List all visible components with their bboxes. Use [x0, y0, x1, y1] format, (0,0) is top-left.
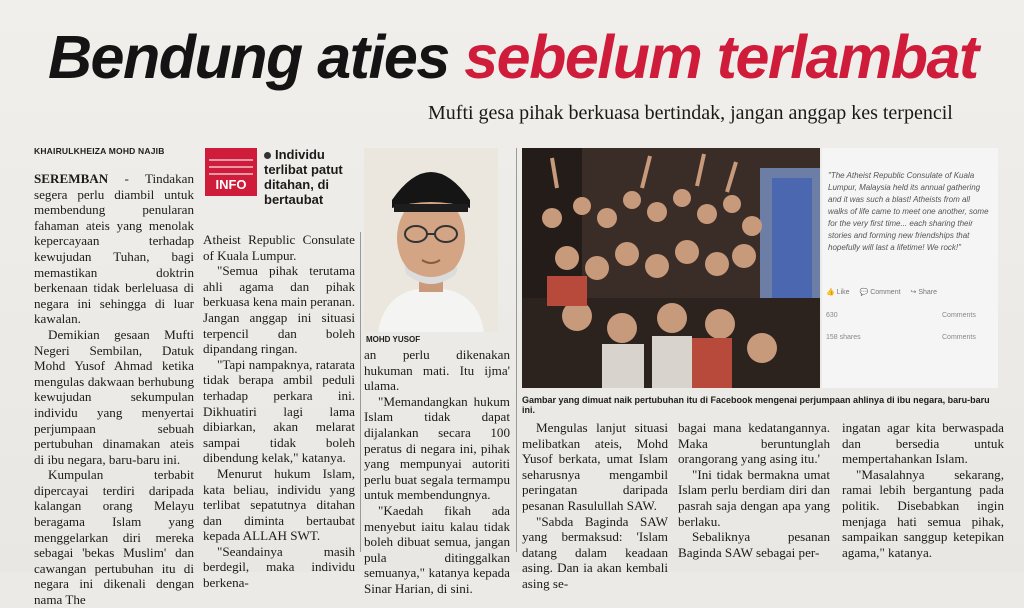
article-column-6: [842, 420, 1004, 560]
paragraph: Menurut hukum Islam, kata beliau, individu yang terlibat sepatutnya ditahan dan diminta bertaubat kepada ALLAH SWT.: [203, 465, 355, 544]
article-column-2: [203, 232, 355, 591]
paragraph: "Sabda Baginda SAW yang bermaksud: 'Islam datang dalam keadaan asing. Dan ia akan kembali asing se-: [522, 513, 668, 591]
info-badge: [205, 148, 257, 196]
subheadline: Mufti gesa pihak berkuasa bertindak, jangan anggap kes terpencil: [428, 102, 953, 124]
share-label: ↪ Share: [910, 289, 938, 296]
paragraph: SEREMBAN - Tindakan segera perlu diambil untuk membendung penularan fahaman ateis yang menolak kepercayaan terhadap kewujudan Tuhan, bagi memastikan doktrin berkenaan tidak berleluasa di negara ini sehingga di luar kawalan.: [34, 171, 194, 327]
info-text: Individu terlibat patut ditahan, di bertaubat: [264, 147, 343, 207]
mufti-portrait-photo: [364, 148, 498, 332]
comments-count: Comments: [942, 312, 976, 319]
column-divider: [360, 232, 361, 552]
paragraph: Mengulas lanjut situasi melibatkan ateis, Mohd Yusof berkata, umat Islam seharusnya mengambil peringatan daripada pesanan Rasulullah SAW.: [522, 420, 668, 513]
paragraph: Kumpulan terbabit dipercayai terdiri daripada kalangan orang Melayu beragama Islam yang menggelarkan diri mereka sebagai 'bekas Muslim' dan cawangan pertubuhan itu di negara ini dikenali dengan nama The: [34, 467, 194, 608]
info-label: INFO: [215, 177, 247, 192]
facebook-post-text: "The Atheist Republic Consulate of Kuala Lumpur, Malaysia held its annual gathering and it was such a blast! Atheists from all walks of life came to meet one another, some for the very first time... each sharing their stories and forming new friendships that hopefully will last a lifetime! We rock!": [828, 171, 989, 252]
group-gathering-photo: [522, 148, 820, 388]
paragraph: "Semua pihak terutama ahli agama dan pihak berkuasa kena main peranan. Jangan anggap ini situasi terpencil dan boleh dipandang ringan.: [203, 263, 355, 357]
reaction-count: 630: [826, 312, 838, 319]
photo-caption-group: Gambar yang dimuat naik pertubuhan itu di Facebook mengenai perjumpaan ahlinya di ibu negara, baru-baru ini.: [522, 395, 990, 415]
facebook-post-panel: [822, 148, 998, 388]
article-column-3: [364, 347, 510, 597]
column-divider: [516, 148, 517, 552]
paragraph: "Tapi nampaknya, ratarata tidak berapa ambil peduli terhadap perkara ini. Dikhuatiri lagi lama dibiarkan, akan melarat sampai tidak boleh dibendung kelak," katanya.: [203, 356, 355, 466]
dateline: SEREMBAN: [34, 171, 109, 186]
photo-caption-mufti: MOHD YUSOF: [366, 335, 421, 344]
paragraph: "Kaedah fikah ada menyebut iaitu kalau tidak boleh dibuat semua, jangan pula ditinggalkan semuanya," katanya kepada Sinar Harian, di sini.: [364, 502, 510, 596]
paragraph: "Memandangkan hukum Islam tidak dapat dijalankan secara 100 peratus di negara ini, pihak yang mempunyai autoriti perlu buat segala termampu untuk membendungnya.: [364, 393, 510, 503]
more-comments: Comments: [942, 334, 976, 341]
article-column-5: [678, 420, 830, 560]
facebook-actions: [826, 288, 994, 296]
headline: [48, 12, 978, 102]
paragraph: "Ini tidak bermakna umat Islam perlu berdiam diri dan pasrah saja dengan apa yang berlaku.: [678, 466, 830, 529]
headline-part1: Bendung aties: [48, 23, 465, 91]
article-column-1: [34, 171, 194, 608]
paragraph: "Masalahnya sekarang, ramai lebih bergantung pada politik. Disebabkan ingin menjaga hati semua pihak, sampaikan sanggup ketepikan agama," katanya.: [842, 466, 1004, 560]
headline-part2: sebelum terlambat: [464, 23, 978, 91]
byline: KHAIRULKHEIZA MOHD NAJIB: [34, 146, 165, 156]
paragraph: "Seandainya masih berdegil, maka individu berkena-: [203, 543, 355, 591]
paragraph: Atheist Republic Consulate of Kuala Lumpur.: [203, 232, 355, 263]
paragraph: an perlu dikenakan hukuman mati. Itu ijma' ulama.: [364, 347, 510, 394]
paragraph: ingatan agar kita berwaspada dan bersedia untuk mempertahankan Islam.: [842, 420, 1004, 467]
comment-label: 💬 Comment: [859, 289, 901, 296]
bullet-icon: [264, 152, 271, 159]
paragraph: Demikian gesaan Mufti Negeri Sembilan, Datuk Mohd Yusof Ahmad ketika mengulas dakwaan berhubung kewujudan sekumpulan individu yang menyertai perjumpaan sebuah pertubuhan dinamakan ateis di ibu negara, baru-baru ini.: [34, 326, 194, 467]
article-column-4: [522, 420, 668, 592]
shares-count: 158 shares: [826, 334, 861, 341]
paragraph: bagai mana kedatangannya. Maka beruntunglah orangorang yang asing itu.': [678, 420, 830, 467]
paragraph: Sebaliknya pesanan Baginda SAW sebagai per-: [678, 529, 830, 560]
like-label: 👍 Like: [826, 289, 850, 296]
